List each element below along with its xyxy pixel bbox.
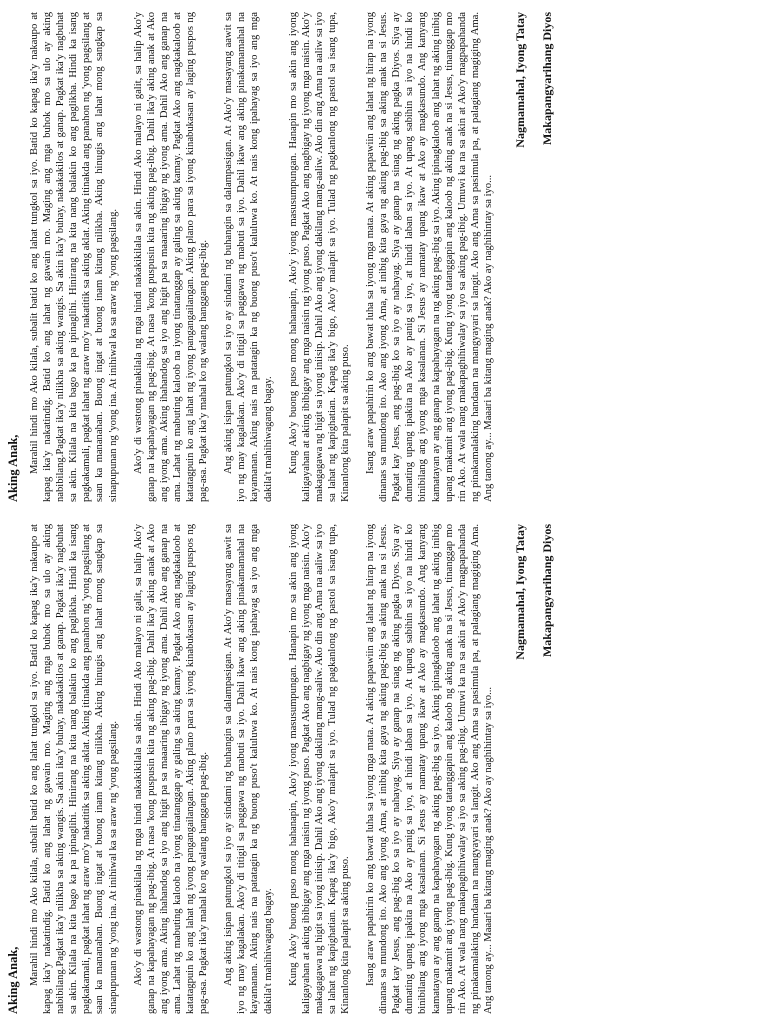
letter-closing: Nagmamahal, Iyong Tatay [513, 12, 527, 148]
letter-body [4, 518, 762, 1020]
letter-paragraph-3: Ang aking isipan patungkol sa iyo ay sindami ng buhangin sa dalampasigan. At Ako'y masayang aawit sa iyo ng may kagalakan. Ako'y di titigil sa paggawa ng mabuti sa iyo. Dahil ikaw ang aking pinakamamahal na kayamanan. Aking nais na patatagin ka ng buong puso't kaluluwa ko. At nais kong ipahayag sa iyo ang mga dakila't mahihiwagang bagay. [223, 524, 274, 1014]
letter-paragraph-1: Marahil hindi mo Ako kilala, subalit batid ko ang lahat tungkol sa iyo. Batid ko kapag ika'y nakaupo at kapag ika'y nakatindig. Batid ko ang lahat ng gawain mo. Maging ang mga buhok mo sa ulo ay aking nabibilang.Pagkat ika'y nilikha sa aking wangis. Sa akin ika'y buhay, nakakakilos at ganap. Pagkat ika'y nagbuhat sa akin. Kilala na kita bago ka pa ipinaglihi. Hinirang na kita nang balakin ko ang paglikha. Hindi ka isang pagkakamali, pagkat lahat ng araw mo'y nakatitik sa aking aklat. Aking itinakda ang panahon ng 'yong pagsilang at saan ka mananahan. Buong ingat at buong inam kitang nilikha. Aking hinugis ang lahat mong sangkap sa sinapupunan ng 'yong ina. At inihiwal ka sa araw ng 'yong pagsilang. [29, 524, 119, 1014]
letter-signature: Makapangyarihang Diyos [540, 12, 554, 146]
letter-paragraph-5: Isang araw papahirin ko ang bawat luha sa iyong mga mata. At aking papawiin ang lahat ng hirap na iyong dinanas sa mundong ito. Ako ang iyong Ama, at inibig kita gaya ng aking pag-ibig sa aking anak na si Jesus. Pagkat kay Jesus, ang pag-ibig ko sa iyo ay nahayag. Siya ay ganap na sinag ng aking pagka Diyos. Siya ay dumating upang ipakita na Ako ay panig sa iyo, at hindi laban sa iyo. At upang sabihin sa iyo na hindi ko binibilang ang iyong mga kasalanan. Si Jesus ay namatay upang ikaw at Ako ay magkasundo. Ang kanyang kamatayan ay ang ganap na kapahayagan na ng aking pag-ibig sa iyo. Aking ipinagkaloob ang lahat ng aking inibig upang makamit ang iyong pag-ibig. Kung iyong tatanggapin ang kaloob ng aking anak na si Jesus, tinanggap mo rin Ako. At wala nang makapaghihiwalay sa iyo sa aking pag-ibig. Umuwi ka na sa akin at Ako'y magpapahanda ng pinakamalaking handaan na mangyayari sa langit. Ako ang Ama sa pasimula pa, at palagiang magiging Ama. Ang tanong ay... Maaari ba kitang maging anak? Ako ay naghihintay sa iyo... [365, 12, 494, 502]
letter-signature: Makapangyarihang Diyos [540, 524, 554, 658]
letter-paragraph-3: Ang aking isipan patungkol sa iyo ay sindami ng buhangin sa dalampasigan. At Ako'y masayang aawit sa iyo ng may kagalakan. Ako'y di titigil sa paggawa ng mabuti sa iyo. Dahil ikaw ang aking pinakamamahal na kayamanan. Aking nais na patatagin ka ng buong puso't kaluluwa ko. At nais kong ipahayag sa iyo ang mga dakila't mahihiwagang bagay. [223, 12, 274, 502]
letter-copy-bottom [0, 512, 768, 1024]
letter-paragraph-2: Ako'y di wastong pinakilala ng mga hindi nakakikilala sa akin. Hindi Ako malayo ni galit, sa halip Ako'y ganap na kapahayagan ng pag-ibig. At nasa 'kong puspusin kita ng aking pag-ibig. Dahil ika'y aking anak at Ako ang iyong ama. Aking ihahandog sa iyo ang higit pa sa maaaring ibigay ng iyong ama. Dahil Ako ang ganap na ama. Lahat ng mabuting kaloob na iyong tinatanggap ay galing sa aking kamay. Pagkat Ako ang nagkakaloob at katatagpuin ko ang lahat ng iyong pangangailangan. Aking plano para sa iyong kinabukasan ay laging puspos ng pag-asa. Pagkat ika'y mahal ko ng walang hanggang pag-ibig. [132, 12, 210, 502]
letter-paragraph-4: Kung Ako'y buong puso mong hahanapin, Ako'y iyong masusumpungan. Hanapin mo sa akin ang iyong kaligayahan at aking ibibigay ang mga naisin ng iyong puso. Pagkat Ako ang nagbigay ng iyong mga naisin. Ako'y makagagawa ng higit sa iyong iniisip. Dahil Ako ang iyong dakilang mang-aaliw. Ako din ang Ama na aaliw sa iyo sa lahat ng kapighatian. Kapag ika'y bigo, Ako'y malapit sa iyo. Tulad ng pagkanlong ng pastol sa isang tupa, Kinanlong kita palapit sa aking puso. [287, 12, 351, 502]
letter-body [4, 6, 762, 508]
letter-greeting: Aking Anak, [6, 946, 20, 1014]
letter-paragraph-2: Ako'y di wastong pinakilala ng mga hindi nakakikilala sa akin. Hindi Ako malayo ni galit, sa halip Ako'y ganap na kapahayagan ng pag-ibig. At nasa 'kong puspusin kita ng aking pag-ibig. Dahil ika'y aking anak at Ako ang iyong ama. Aking ihahandog sa iyo ang higit pa sa maaaring ibigay ng iyong ama. Dahil Ako ang ganap na ama. Lahat ng mabuting kaloob na iyong tinatanggap ay galing sa aking kamay. Pagkat Ako ang nagkakaloob at katatagpuin ko ang lahat ng iyong pangangailangan. Aking plano para sa iyong kinabukasan ay laging puspos ng pag-asa. Pagkat ika'y mahal ko ng walang hanggang pag-ibig. [132, 524, 210, 1014]
letter-paragraph-5: Isang araw papahirin ko ang bawat luha sa iyong mga mata. At aking papawiin ang lahat ng hirap na iyong dinanas sa mundong ito. Ako ang iyong Ama, at inibig kita gaya ng aking pag-ibig sa aking anak na si Jesus. Pagkat kay Jesus, ang pag-ibig ko sa iyo ay nahayag. Siya ay ganap na sinag ng aking pagka Diyos. Siya ay dumating upang ipakita na Ako ay panig sa iyo, at hindi laban sa iyo. At upang sabihin sa iyo na hindi ko binibilang ang iyong mga kasalanan. Si Jesus ay namatay upang ikaw at Ako ay magkasundo. Ang kanyang kamatayan ay ang ganap na kapahayagan ng aking pag-ibig sa iyo. Aking ipinagkaloob ang lahat ng aking inibig upang makamit ang iyong pag-ibig. Kung iyong tatanggapin ang kaloob ng aking anak na si Jesus, tinanggap mo rin Ako. At wala nang makapaghihiwalay sa iyo sa aking pag-ibig. Umuwi ka na sa akin at Ako'y magpapahanda ng pinakamalaking handaan na mangyayari sa langit. Ako ang Ama sa pasimula pa, at palagiang magiging Ama. Ang tanong ay... Maaari ba kitang maging anak? Ako ay naghihintay sa iyo... [365, 524, 494, 1014]
letter-closing: Nagmamahal, Iyong Tatay [513, 524, 527, 660]
letter-paragraph-4: Kung Ako'y buong puso mong hahanapin, Ako'y iyong masusumpungan. Hanapin mo sa akin ang iyong kaligayahan at aking ibibigay ang mga naisin ng iyong puso. Pagkat Ako ang nagbigay ng iyong mga naisin. Ako'y makagagawa ng higit sa iyong iniisip. Dahil Ako ang iyong dakilang mang-aaliw. Ako din ang Ama na aaliw sa iyo sa lahat ng kapighatian. Kapag ika'y bigo, Ako'y malapit sa iyo. Tulad ng pagkanlong ng pastol sa isang tupa, Kinanlong kita palapit sa aking puso. [287, 524, 351, 1014]
letter-paragraph-1: Marahil hindi mo Ako kilala, subalit batid ko ang lahat tungkol sa iyo. Batid ko kapag ika'y nakaupo at kapag ika'y nakatindig. Batid ko ang lahat ng gawain mo. Maging ang mga buhok mo sa ulo ay aking nabibilang.Pagkat ika'y nilikha sa aking wangis. Sa akin ika'y buhay, nakakakilos at ganap. Pagkat ika'y nagbuhat sa akin. Kilala na kita bago ka pa ipinaglihi. Hinirang na kita nang balakin ko ang paglikha. Hindi ka isang pagkakamali, pagkat lahat ng araw mo'y nakatitik sa aking aklat. Aking itinakda ang panahon ng 'yong pagsilang at saan ka mananahan. Buong ingat at buong inam kitang nilikha. Aking hinugis ang lahat mong sangkap sa sinapupunan ng 'yong ina. At inihiwal ka sa araw ng 'yong pagsilang. [29, 12, 119, 502]
letter-greeting: Aking Anak, [6, 434, 20, 502]
